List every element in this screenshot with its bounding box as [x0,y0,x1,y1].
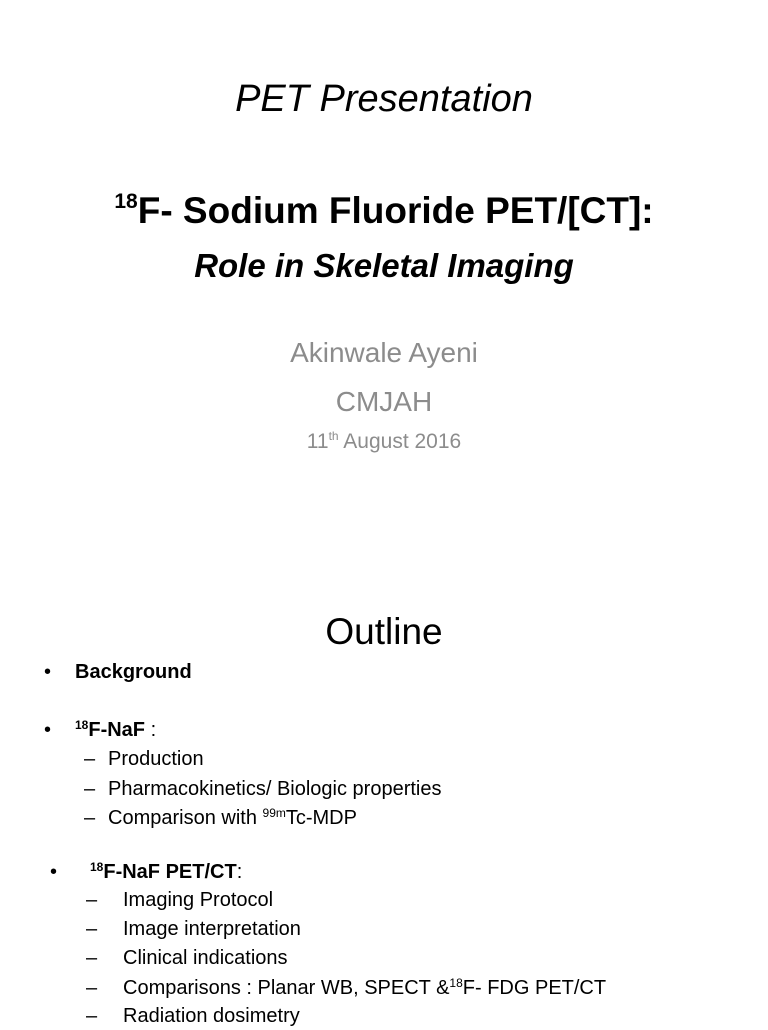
title-text: F- Sodium Fluoride PET/[CT]: [137,190,654,231]
comparison-suffix: Tc-MDP [285,807,357,829]
dash-marker: – [86,1005,98,1027]
date-day: 11 [306,430,329,453]
isotope-superscript: 18 [75,718,89,732]
comparisons-prefix: Comparisons : Planar WB, SPECT & [123,977,450,999]
dash-marker: – [84,807,96,829]
date-month-year: August 2016 [338,430,462,453]
dash-marker: – [84,778,96,800]
organization: CMJAH [335,386,433,417]
dash-marker: – [86,977,98,999]
subitem-radiation-dosimetry: Radiation dosimetry [123,1005,300,1027]
outline-item-naf-suffix: : [145,719,157,741]
isotope-superscript: 18 [449,976,463,990]
isotope-superscript: 18 [90,860,104,874]
outline-item-background: Background [75,661,192,683]
bullet-marker: • [50,861,58,883]
isotope-superscript: 99m [262,806,286,820]
dash-marker: – [86,918,98,940]
outline-title: Outline [325,611,443,652]
subitem-pharmacokinetics: Pharmacokinetics/ Biologic properties [108,778,442,800]
subitem-comparison-mdp [108,804,357,834]
slide-title [0,187,768,241]
subitem-imaging-protocol: Imaging Protocol [123,889,274,911]
outline-item-naf-label: F-NaF [88,719,146,741]
dash-marker: – [84,748,96,770]
comparison-prefix: Comparison with [108,807,263,829]
outline-slide [0,580,768,1027]
outline-item-naf-petct-label: F-NaF PET/CT [103,861,237,883]
bullet-marker: • [44,661,52,683]
bullet-marker: • [44,719,52,741]
outline-item-naf-petct [90,858,242,888]
title-isotope-superscript: 18 [114,190,138,213]
subitem-production: Production [108,748,204,770]
comparisons-suffix: F- FDG PET/CT [462,977,607,999]
author-name: Akinwale Ayeni [290,337,478,368]
subitem-image-interpretation: Image interpretation [123,918,301,940]
presentation-kicker: PET Presentation [235,78,533,120]
outline-item-naf-petct-suffix: : [236,861,243,883]
subitem-clinical-indications: Clinical indications [123,947,288,969]
date-ordinal-suffix: th [328,429,339,443]
presentation-date [0,428,768,458]
subitem-comparisons [123,974,606,1004]
slide-subtitle: Role in Skeletal Imaging [194,247,574,284]
outline-item-naf [75,716,156,746]
dash-marker: – [86,889,98,911]
dash-marker: – [86,947,98,969]
